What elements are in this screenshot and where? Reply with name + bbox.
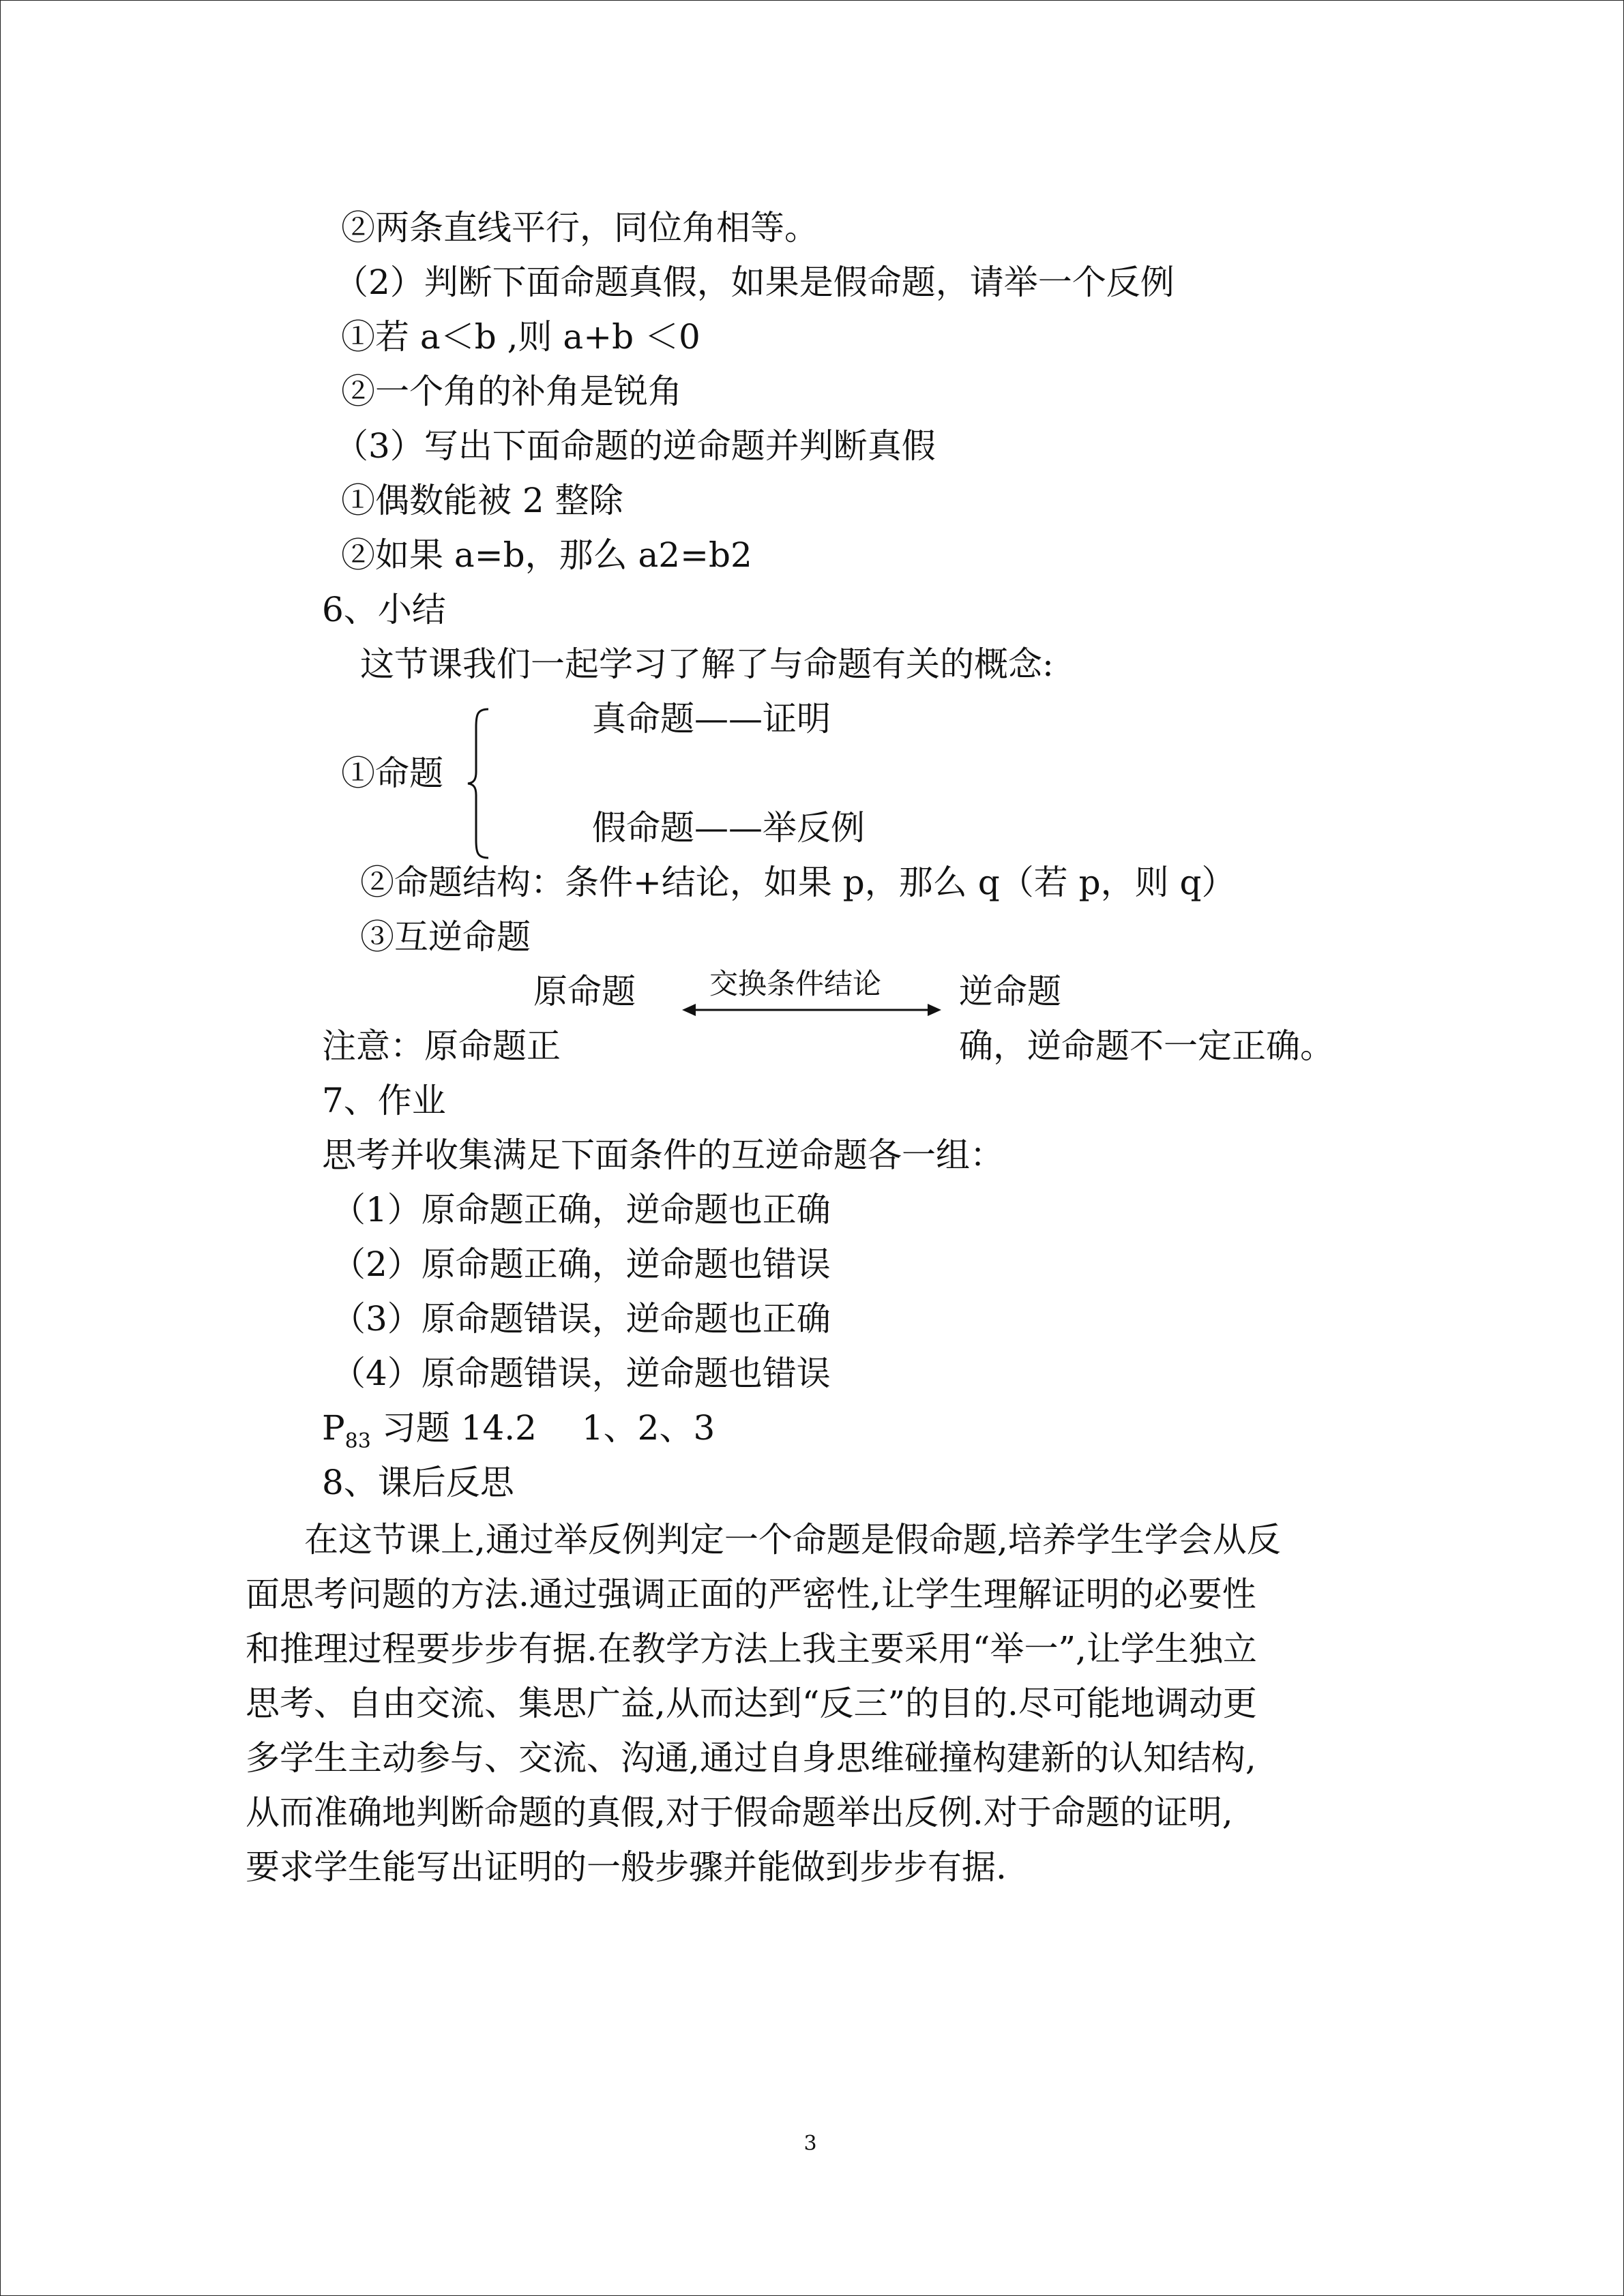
task-3-item-1: ①偶数能被 2 整除 <box>341 481 623 520</box>
original-proposition: 原命题 <box>533 972 636 1011</box>
false-proposition-line: 假命题——举反例 <box>592 808 865 848</box>
swap-conditions-label: 交换条件结论 <box>709 967 882 1000</box>
exercise-page-letter: P <box>322 1408 345 1448</box>
proposition-structure: ②命题结构：条件+结论，如果 p，那么 q（若 p，则 q） <box>360 863 1236 902</box>
reflection-line: 从而准确地判断命题的真假,对于假命题举出反例.对于命题的证明, <box>246 1793 1233 1832</box>
homework-item-4: （4）原命题错误，逆命题也错误 <box>331 1354 831 1393</box>
homework-item-1: （1）原命题正确，逆命题也正确 <box>331 1190 831 1229</box>
section-8-heading: 8、课后反思 <box>322 1463 514 1502</box>
reflection-line: 思考、自由交流、集思广益,从而达到“反三”的目的.尽可能地调动更 <box>246 1684 1257 1723</box>
reflection-line: 要求学生能写出证明的一般步骤并能做到步步有据. <box>246 1847 1007 1887</box>
homework-item-2: （2）原命题正确，逆命题也错误 <box>331 1244 831 1284</box>
reflection-line: 面思考问题的方法.通过强调正面的严密性,让学生理解证明的必要性 <box>246 1575 1256 1614</box>
note-right: 确，逆命题不一定正确。 <box>959 1026 1334 1066</box>
homework-intro: 思考并收集满足下面条件的互逆命题各一组： <box>322 1135 1004 1175</box>
true-proposition-line: 真命题——证明 <box>592 699 831 739</box>
converse-proposition: 逆命题 <box>959 972 1061 1011</box>
section-7-heading: 7、作业 <box>322 1081 446 1120</box>
exercise-text: 习题 14.2 1、2、3 <box>370 1408 715 1448</box>
task-2-heading: （2）判断下面命题真假，如果是假命题，请举一个反例 <box>334 263 1175 302</box>
reflection-paragraph <box>246 1512 1378 1894</box>
section-6-heading: 6、小结 <box>322 590 446 629</box>
reflection-line: 和推理过程要步步有据.在教学方法上我主要采用“举一”,让学生独立 <box>246 1629 1257 1669</box>
inverse-propositions: ③互逆命题 <box>360 917 531 957</box>
reflection-line: 在这节课上,通过举反例判定一个命题是假命题,培养学生学会从反 <box>304 1520 1281 1560</box>
task-2-item-1: ①若 a＜b ,则 a+b ＜0 <box>341 317 700 357</box>
proposition-label: ①命题 <box>341 754 443 793</box>
homework-item-3: （3）原命题错误，逆命题也正确 <box>331 1299 831 1339</box>
line-parallel: ②两条直线平行，同位角相等。 <box>341 208 818 248</box>
exercise-page-number: 83 <box>344 1429 371 1453</box>
task-3-heading: （3）写出下面命题的逆命题并判断真假 <box>334 426 936 466</box>
summary-intro: 这节课我们一起学习了解了与命题有关的概念: <box>360 644 1054 684</box>
page-number: 3 <box>803 2132 817 2156</box>
reflection-line: 多学生主动参与、交流、沟通,通过自身思维碰撞构建新的认知结构, <box>246 1738 1256 1778</box>
task-3-item-2: ②如果 a=b，那么 a2=b2 <box>341 535 752 575</box>
task-2-item-2: ②一个角的补角是锐角 <box>341 372 682 411</box>
curly-brace-icon <box>465 706 492 861</box>
double-arrow-icon <box>682 1001 941 1019</box>
note-left: 注意：原命题正 <box>322 1026 561 1066</box>
homework-exercise <box>322 1407 715 1462</box>
